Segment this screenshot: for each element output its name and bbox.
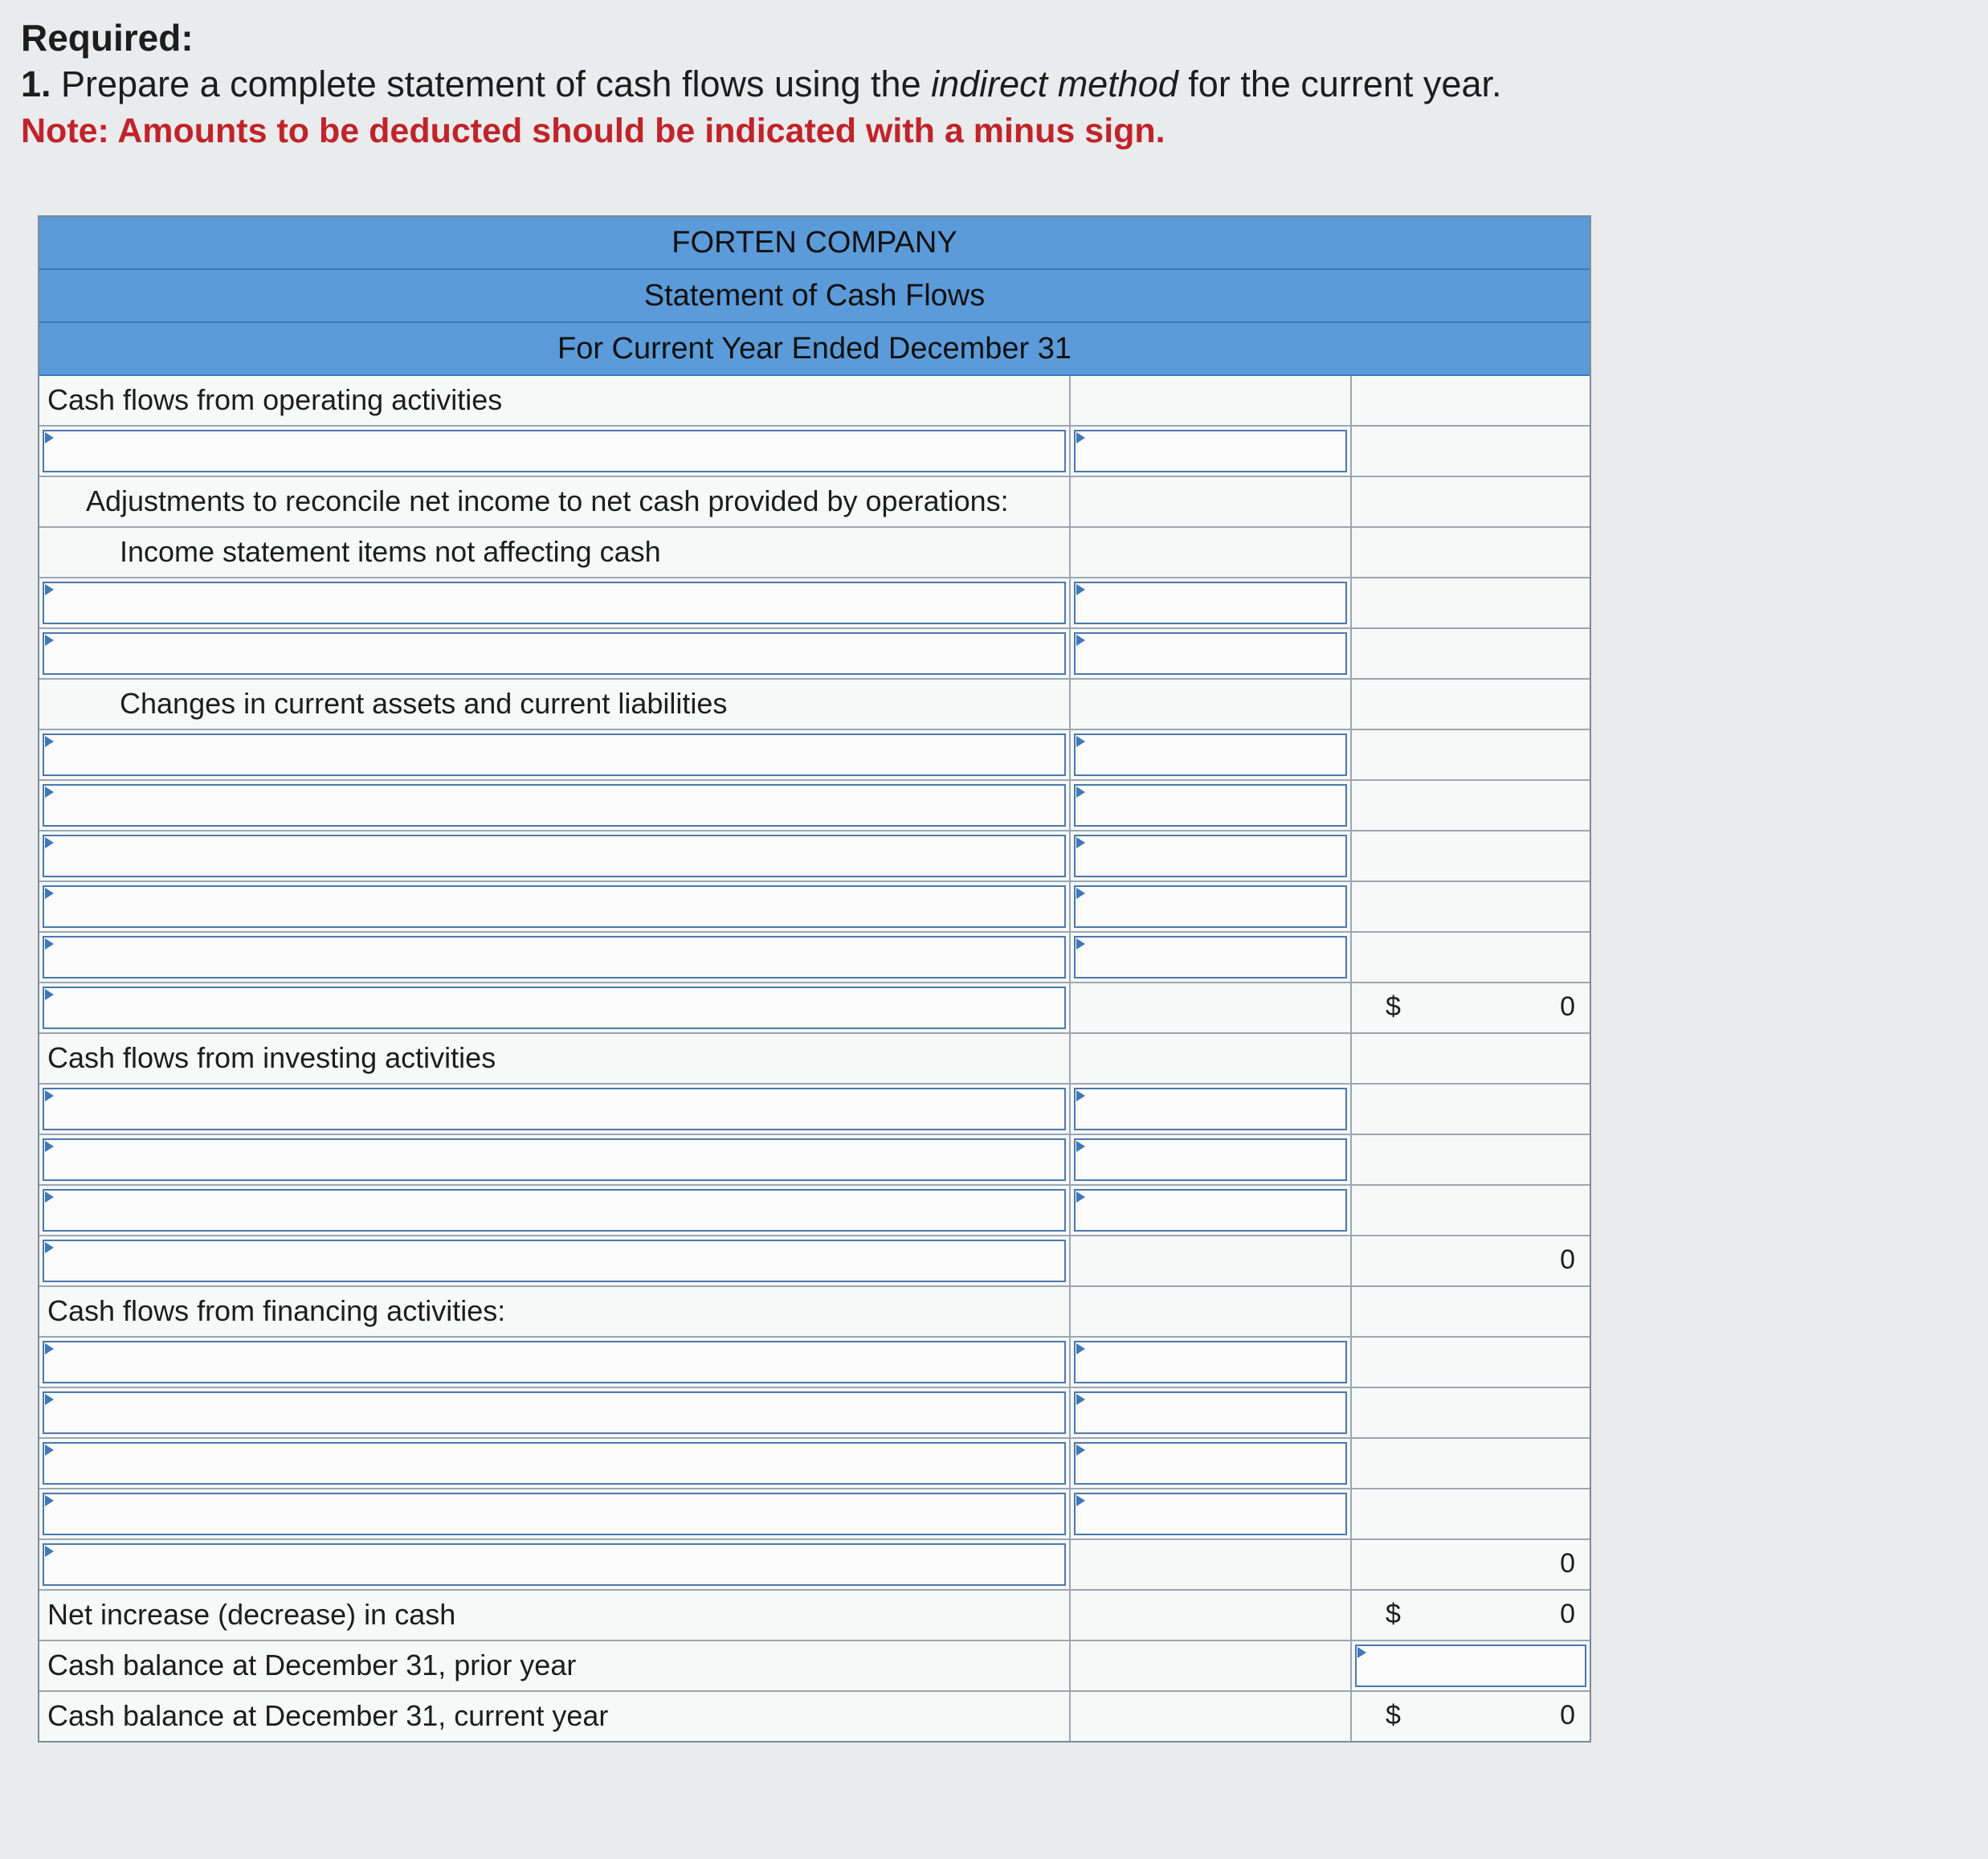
table-row: [39, 933, 1590, 983]
investing-heading: Cash flows from investing activities: [47, 1041, 496, 1074]
noncash-item-2-select[interactable]: [43, 632, 1066, 675]
required-heading: Required:: [21, 17, 194, 59]
investing-item-2-amount[interactable]: [1074, 1138, 1347, 1181]
table-row: [39, 680, 1590, 730]
investing-item-1-amount[interactable]: [1074, 1088, 1347, 1130]
table-row: [39, 528, 1590, 578]
financing-item-1-amount[interactable]: [1074, 1341, 1347, 1383]
table-row: [39, 882, 1590, 933]
cash-current-currency: $: [1386, 1700, 1401, 1730]
table-row: [39, 1489, 1590, 1540]
financing-item-4-select[interactable]: [43, 1493, 1066, 1535]
table-row: [39, 1388, 1590, 1439]
investing-item-3-amount[interactable]: [1074, 1189, 1347, 1232]
financing-item-1-select[interactable]: [43, 1341, 1066, 1383]
noncash-item-1-amount[interactable]: [1074, 582, 1347, 624]
table-row: [39, 578, 1590, 629]
statement-title: Statement of Cash Flows: [39, 270, 1590, 323]
investing-total-value: 0: [1560, 1244, 1575, 1275]
financing-item-2-amount[interactable]: [1074, 1391, 1347, 1434]
operating-total-value: 0: [1560, 991, 1575, 1022]
cash-current-label: Cash balance at December 31, current year: [47, 1699, 609, 1732]
financing-total-label-select[interactable]: [43, 1543, 1066, 1586]
instruction-note: Note: Amounts to be deducted should be indicated with a minus sign.: [21, 112, 1165, 150]
cash-current-value: 0: [1560, 1700, 1575, 1730]
instructions: [21, 14, 1788, 154]
investing-item-3-select[interactable]: [43, 1189, 1066, 1232]
financing-item-3-amount[interactable]: [1074, 1442, 1347, 1485]
instruction-method: indirect method: [931, 63, 1178, 104]
section-row-financing: [39, 1287, 1590, 1338]
table-row: [39, 1591, 1590, 1641]
change-item-5-select[interactable]: [43, 936, 1066, 979]
change-item-2-amount[interactable]: [1074, 784, 1347, 827]
change-item-4-select[interactable]: [43, 885, 1066, 928]
table-row: [39, 1135, 1590, 1186]
operating-currency: $: [1386, 991, 1401, 1022]
table-row: [39, 1236, 1590, 1287]
noncash-items-heading: Income statement items not affecting cash: [120, 535, 661, 568]
table-row: [39, 1641, 1590, 1692]
net-change-label: Net increase (decrease) in cash: [47, 1598, 456, 1631]
noncash-item-2-amount[interactable]: [1074, 632, 1347, 675]
change-item-4-amount[interactable]: [1074, 885, 1347, 928]
table-row: [39, 1439, 1590, 1489]
changes-heading: Changes in current assets and current liabilities: [120, 687, 728, 720]
change-item-3-amount[interactable]: [1074, 835, 1347, 877]
table-row: [39, 730, 1590, 781]
table-row: [39, 831, 1590, 882]
change-item-1-amount[interactable]: [1074, 733, 1347, 776]
adjustments-heading: Adjustments to reconcile net income to net cash provided by operations:: [86, 484, 1009, 517]
net-change-value: 0: [1560, 1599, 1575, 1629]
operating-total-label-select[interactable]: [43, 987, 1066, 1029]
investing-total-label-select[interactable]: [43, 1240, 1066, 1282]
change-item-3-select[interactable]: [43, 835, 1066, 877]
item-number: 1.: [21, 63, 51, 104]
table-row: [39, 781, 1590, 831]
cash-prior-label: Cash balance at December 31, prior year: [47, 1649, 577, 1681]
worksheet-body: [39, 376, 1590, 1741]
net-change-currency: $: [1386, 1599, 1401, 1629]
investing-item-2-select[interactable]: [43, 1138, 1066, 1181]
table-row: [39, 427, 1590, 477]
company-name: FORTEN COMPANY: [39, 217, 1590, 270]
investing-item-1-select[interactable]: [43, 1088, 1066, 1130]
instruction-text: [21, 61, 1788, 108]
financing-heading: Cash flows from financing activities:: [47, 1294, 506, 1327]
financing-item-4-amount[interactable]: [1074, 1493, 1347, 1535]
section-row-investing: [39, 1034, 1590, 1085]
operating-heading: Cash flows from operating activities: [47, 383, 503, 416]
net-income-label-select[interactable]: [43, 430, 1066, 472]
table-row: [39, 477, 1590, 528]
instruction-text-before: Prepare a complete statement of cash flows using the: [51, 63, 932, 104]
net-income-amount-input[interactable]: [1074, 430, 1347, 472]
statement-period: For Current Year Ended December 31: [39, 323, 1590, 376]
noncash-item-1-select[interactable]: [43, 582, 1066, 624]
financing-item-2-select[interactable]: [43, 1391, 1066, 1434]
table-row: [39, 1338, 1590, 1388]
table-row: [39, 1085, 1590, 1135]
table-row: [39, 629, 1590, 680]
financing-item-3-select[interactable]: [43, 1442, 1066, 1485]
section-row-operating: [39, 376, 1590, 427]
table-row: [39, 1692, 1590, 1741]
table-row: [39, 1186, 1590, 1236]
change-item-2-select[interactable]: [43, 784, 1066, 827]
table-row: [39, 1540, 1590, 1591]
cash-flow-worksheet: [38, 215, 1591, 1743]
instruction-text-after: for the current year.: [1178, 63, 1502, 104]
change-item-1-select[interactable]: [43, 733, 1066, 776]
financing-total-value: 0: [1560, 1548, 1575, 1579]
cash-prior-amount-input[interactable]: [1355, 1644, 1586, 1687]
table-row: [39, 983, 1590, 1034]
change-item-5-amount[interactable]: [1074, 936, 1347, 979]
